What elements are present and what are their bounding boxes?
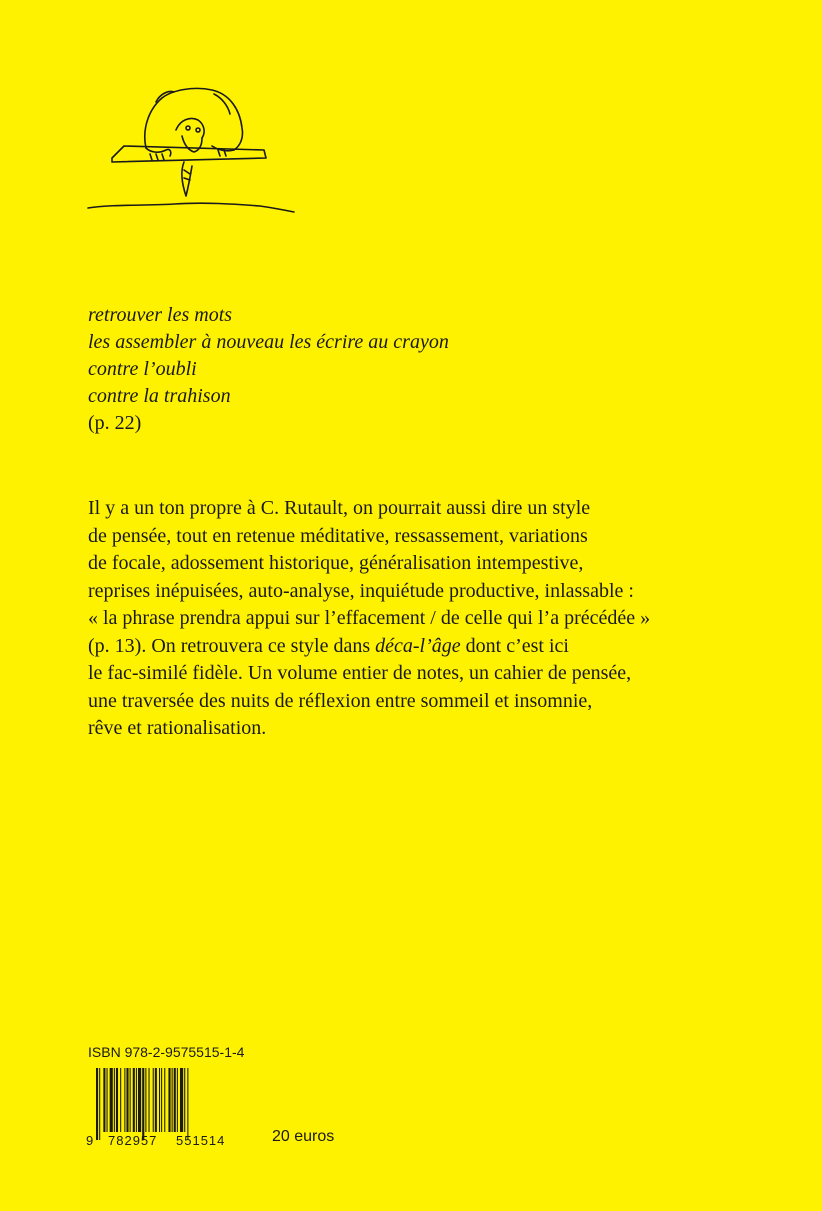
- barcode-bar: [120, 1068, 121, 1132]
- blurb-line: rêve et rationalisation.: [88, 717, 267, 739]
- barcode-bar: [107, 1068, 108, 1132]
- barcode-bar: [136, 1068, 137, 1132]
- poem-page-reference: (p. 22): [88, 412, 142, 434]
- barcode-bar: [164, 1068, 165, 1132]
- barcode-bar: [145, 1068, 146, 1132]
- barcode-bar: [114, 1068, 115, 1132]
- barcode-bar: [159, 1068, 160, 1132]
- barcode-bar: [153, 1068, 154, 1132]
- blurb-line: Il y a un ton propre à C. Rutault, on pourrait aussi dire un style: [88, 497, 591, 519]
- barcode-bar: [103, 1068, 105, 1132]
- blurb-line: de focale, adossement historique, généralisation intempestive,: [88, 552, 584, 574]
- blurb-line: le fac-similé fidèle. Un volume entier de notes, un cahier de pensée,: [88, 662, 632, 684]
- barcode-bar: [155, 1068, 157, 1132]
- barcode-bar: [149, 1068, 150, 1132]
- barcode-digits-right: 551514: [176, 1133, 226, 1148]
- price-label: 20 euros: [272, 1128, 335, 1145]
- barcode: [86, 1068, 238, 1148]
- blurb-line: « la phrase prendra appui sur l’effacement / de celle qui l’a précédée »: [88, 607, 651, 629]
- poem-line: contre l’oubli: [88, 358, 197, 380]
- barcode-bar: [142, 1068, 144, 1140]
- barcode-bar: [126, 1068, 128, 1132]
- poem-line: retrouver les mots: [88, 304, 233, 326]
- barcode-bar: [161, 1068, 162, 1132]
- barcode-bar: [172, 1068, 173, 1132]
- isbn-number: ISBN 978-2-9575515-1-4: [88, 1044, 245, 1060]
- blurb-line: reprises inépuisées, auto-analyse, inquiétude productive, inlassable :: [88, 579, 634, 602]
- barcode-bar: [130, 1068, 131, 1132]
- barcode-bar: [174, 1068, 176, 1132]
- book-title: déca-l’âge: [375, 634, 461, 657]
- blurb-line: une traversée des nuits de réflexion entre sommeil et insomnie,: [88, 689, 593, 712]
- blurb-text: dont c’est ici: [460, 634, 569, 657]
- poem-excerpt: [88, 302, 688, 437]
- blurb-text: (p. 13). On retrouvera ce style dans: [88, 634, 376, 657]
- barcode-bar: [110, 1068, 113, 1132]
- barcode-digit-first: 9: [86, 1133, 94, 1148]
- barcode-bar: [177, 1068, 178, 1132]
- barcode-bar: [184, 1068, 185, 1132]
- barcode-bar: [138, 1068, 141, 1132]
- barcode-bar: [96, 1068, 98, 1140]
- blurb-line: [88, 633, 728, 661]
- barcode-bar: [133, 1068, 135, 1132]
- barcode-bar: [168, 1068, 170, 1132]
- barcode-bar: [124, 1068, 125, 1132]
- barcode-digits-left: 782957: [108, 1133, 158, 1148]
- barcode-bar: [116, 1068, 118, 1132]
- barcode-bar: [99, 1068, 100, 1140]
- barcode-bar: [187, 1068, 188, 1140]
- poem-line: les assembler à nouveau les écrire au crayon: [88, 331, 449, 353]
- blurb-paragraph: [88, 495, 728, 743]
- blurb-line: de pensée, tout en retenue méditative, ressassement, variations: [88, 524, 588, 547]
- poem-line: contre la trahison: [88, 385, 231, 407]
- barcode-bar: [180, 1068, 183, 1132]
- platypus-drawing: [84, 80, 299, 220]
